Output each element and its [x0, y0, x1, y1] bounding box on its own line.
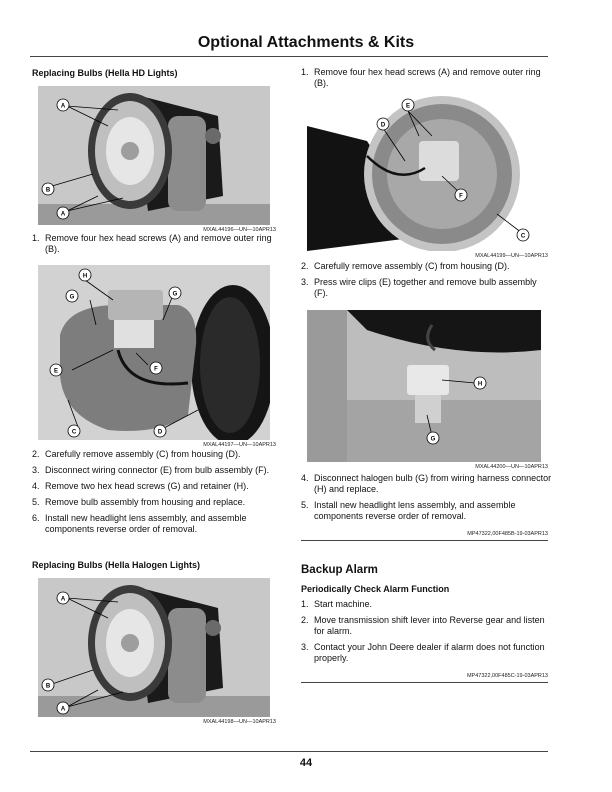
- hd-step-4: 4. Remove two hex head screws (G) and retainer (H).: [32, 481, 249, 491]
- hd-light-photo: [38, 86, 270, 225]
- halogen-step-1: 1. Remove four hex head screws (A) and remove outer ring (B).: [301, 67, 541, 88]
- hd-steps-list: [32, 449, 282, 540]
- fig3-label-a2: A: [60, 706, 66, 713]
- alarm-step-1: 1. Start machine.: [301, 599, 373, 609]
- hd-step-3: 3. Disconnect wiring connector (E) from bulb assembly (F).: [32, 465, 270, 475]
- halogen-step-2: 2. Carefully remove assembly (C) from housing (D).: [301, 261, 510, 271]
- halogen-steps-list-a: [301, 261, 553, 304]
- fig2-label-c: C: [71, 429, 77, 436]
- fig1-label-a: A: [60, 103, 66, 110]
- alarm-rule: [301, 682, 548, 683]
- halogen-heading: Replacing Bulbs (Hella Halogen Lights): [32, 560, 201, 570]
- fig3-caption: MXAL44198—UN—10APR13: [203, 719, 276, 725]
- halogen-step-4: 4. Disconnect halogen bulb (G) from wiring harness connector (H) and replace.: [301, 473, 552, 494]
- alarm-step-2: 2. Move transmission shift lever into Reverse gear and listen for alarm.: [301, 615, 545, 636]
- fig2-label-g: G: [69, 294, 75, 301]
- fig5-label-g: G: [430, 436, 436, 443]
- fig2-label-f: F: [154, 366, 158, 373]
- hd-heading: Replacing Bulbs (Hella HD Lights): [32, 68, 178, 78]
- page-title: Optional Attachments & Kits: [197, 34, 415, 51]
- fig1-caption: MXAL44196—UN—10APR13: [203, 227, 276, 233]
- fig3-label-b: B: [45, 683, 51, 690]
- halogen-bulb-photo: [307, 310, 541, 462]
- halogen-reference: MP47322,00F485B-19-03APR13: [467, 531, 548, 537]
- hd-step-5: 5. Remove bulb assembly from housing and replace.: [32, 497, 246, 507]
- alarm-reference: MP47322,00F485C-19-03APR13: [466, 673, 548, 679]
- backup-alarm-heading: Backup Alarm: [301, 564, 378, 576]
- footer-rule: [30, 751, 548, 752]
- fig2-label-h: H: [82, 273, 88, 280]
- fig5-label-h: H: [477, 381, 483, 388]
- fig1-label-b: B: [45, 187, 51, 194]
- hd-step-2: 2. Carefully remove assembly (C) from housing (D).: [32, 449, 241, 459]
- halogen-rule: [301, 540, 548, 541]
- halogen-assembly-photo: [307, 96, 541, 251]
- fig4-label-d: D: [380, 122, 386, 129]
- fig4-label-e: E: [405, 103, 411, 110]
- halogen-step-3: 3. Press wire clips (E) together and remove bulb assembly (F).: [301, 277, 537, 298]
- hd-step-1: 1. Remove four hex head screws (A) and remove outer ring (B).: [32, 233, 272, 254]
- fig4-label-c: C: [520, 233, 526, 240]
- fig3-label-a: A: [60, 596, 66, 603]
- page-number: 44: [299, 757, 313, 769]
- halogen-light-photo: [38, 578, 270, 717]
- alarm-check-subheading: Periodically Check Alarm Function: [301, 584, 450, 594]
- title-rule: [30, 56, 548, 57]
- alarm-step-3: 3. Contact your John Deere dealer if alarm does not function properly.: [301, 642, 545, 663]
- fig2-label-e: E: [53, 368, 59, 375]
- alarm-steps-list: [301, 599, 553, 669]
- fig1-label-a2: A: [60, 211, 66, 218]
- fig2-label-d: D: [157, 429, 163, 436]
- fig5-caption: MXAL44200—UN—10APR13: [475, 464, 548, 470]
- fig2-label-g2: G: [172, 291, 178, 298]
- hd-step-6: 6. Install new headlight lens assembly, and assemble components reverse order of removal.: [32, 513, 247, 534]
- fig2-caption: MXAL44197—UN—10APR13: [203, 442, 276, 448]
- bulb-assembly-photo: [38, 265, 270, 440]
- fig4-caption: MXAL44199—UN—10APR13: [475, 253, 548, 259]
- halogen-steps-list-b: [301, 473, 553, 527]
- fig4-label-f: F: [459, 193, 463, 200]
- halogen-step-5: 5. Install new headlight lens assembly, and assemble components reverse order of removal.: [301, 500, 516, 521]
